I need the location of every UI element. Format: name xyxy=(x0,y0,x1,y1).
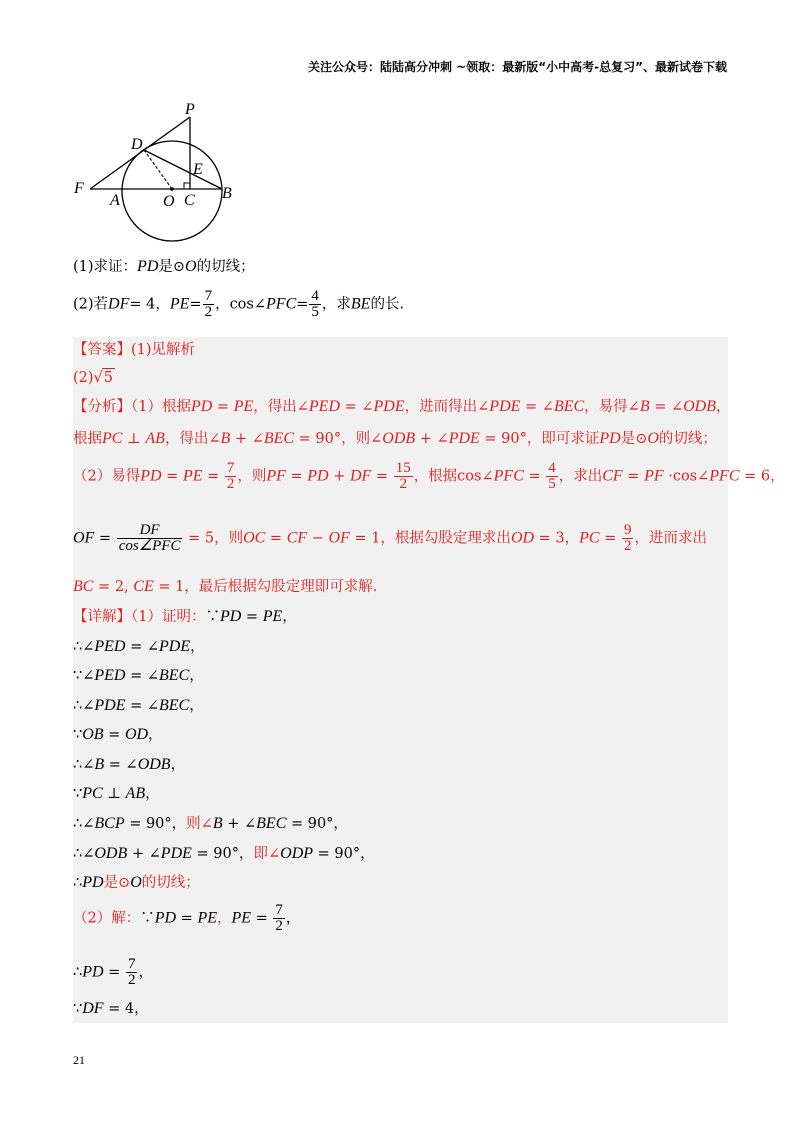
label-f: F xyxy=(74,180,84,197)
detail-line-1: ∴∠PED = ∠PDE， xyxy=(73,638,205,655)
fraction: $\frac{9}{2}$ xyxy=(623,522,632,554)
analysis-line-1: 【分析】（1）根据PD = PE，得出∠PED = ∠PDE，进而得出∠PDE = ∠BEC，易得∠B = ∠ODB， xyxy=(73,398,731,415)
label-o: O xyxy=(163,193,175,210)
analysis-line-4: OF = DF cos∠PFC = 5，则OC = CF − OF = 1，根据勾股定理求出OD = 3，PC = $\frac{9}{2}$ ，进而求出 xyxy=(73,522,707,554)
detail-line-8: ∴∠ODB + ∠PDE = 90°，即∠ODP = 90°， xyxy=(73,845,375,862)
fraction: $\frac{4}{5}$ xyxy=(311,288,319,320)
detail-line-6: ∵PC ⊥ AB， xyxy=(73,785,160,802)
circle-o xyxy=(122,141,222,241)
detail-line-10: （2）解：∵PD = PE，PE = $\frac{7}{2}$ ， xyxy=(73,902,301,934)
fraction: $\frac{7}{2}$ xyxy=(127,956,136,988)
page-number: 21 xyxy=(73,1053,85,1067)
solution-panel xyxy=(73,337,785,1023)
center-dot xyxy=(170,187,174,191)
label-b: B xyxy=(222,185,232,202)
analysis-line-5: BC = 2, CE = 1，最后根据勾股定理即可求解. xyxy=(73,578,378,595)
label-a: A xyxy=(110,192,120,209)
right-angle-mark xyxy=(184,183,190,189)
analysis-line-3: （2）易得PD = PE = $\frac{7}{2}$ ，则PF = PD + DF = $\frac{15}{2}$ ，根据cos∠PFC = $\frac{4}{5}$ ，求出CF = PF ·cos∠PFC = 6， xyxy=(73,460,785,492)
question-1: (1)求证：PD是⊙O的切线； xyxy=(73,258,255,275)
fraction: $\frac{7}{2}$ xyxy=(226,460,235,492)
answer-line-2: (2)√5 xyxy=(73,370,114,386)
detail-line-7: ∴∠BCP = 90°，则∠B + ∠BEC = 90°， xyxy=(73,815,348,832)
detail-line-5: ∴∠B = ∠ODB， xyxy=(73,756,186,773)
fraction: DF cos∠PFC xyxy=(118,522,181,554)
detail-line-9: ∴PD是⊙O的切线； xyxy=(73,874,200,891)
fraction: $\frac{15}{2}$ xyxy=(395,460,411,492)
answer-line-1: 【答案】(1)见解析 xyxy=(73,342,196,358)
detail-line-2: ∵∠PED = ∠BEC， xyxy=(73,667,204,684)
detail-line-0: 【详解】（1）证明：∵PD = PE， xyxy=(73,608,297,625)
detail-line-12: ∵DF = 4， xyxy=(73,1000,149,1017)
line-fp xyxy=(90,117,190,189)
detail-line-4: ∵OB = OD， xyxy=(73,726,163,743)
fraction: $\frac{7}{2}$ xyxy=(275,902,283,934)
question-2: (2)若DF= 4，PE= $\frac{7}{2}$ ，cos∠PFC= $\frac{4}{5}$ ，求BE的长. xyxy=(73,288,405,320)
label-p: P xyxy=(185,101,195,118)
detail-line-11: ∴PD = $\frac{7}{2}$ ， xyxy=(73,956,153,988)
fraction: $\frac{7}{2}$ xyxy=(204,288,213,320)
analysis-line-2: 根据PC ⊥ AB，得出∠B + ∠BEC = 90°，则∠ODB + ∠PDE = 90°，即可求证PD是⊙O的切线； xyxy=(73,430,717,447)
label-d: D xyxy=(131,136,143,153)
line-do-dashed xyxy=(144,150,172,189)
geometry-figure xyxy=(68,96,243,246)
detail-line-3: ∴∠PDE = ∠BEC， xyxy=(73,697,204,714)
label-c: C xyxy=(184,192,195,209)
label-e: E xyxy=(193,161,203,178)
line-db xyxy=(144,150,222,189)
fraction: $\frac{4}{5}$ xyxy=(548,460,556,492)
page-header: 关注公众号：陆陆高分冲刺 ~领取：最新版“小中高考-总复习”、最新试卷下载 xyxy=(308,60,727,74)
